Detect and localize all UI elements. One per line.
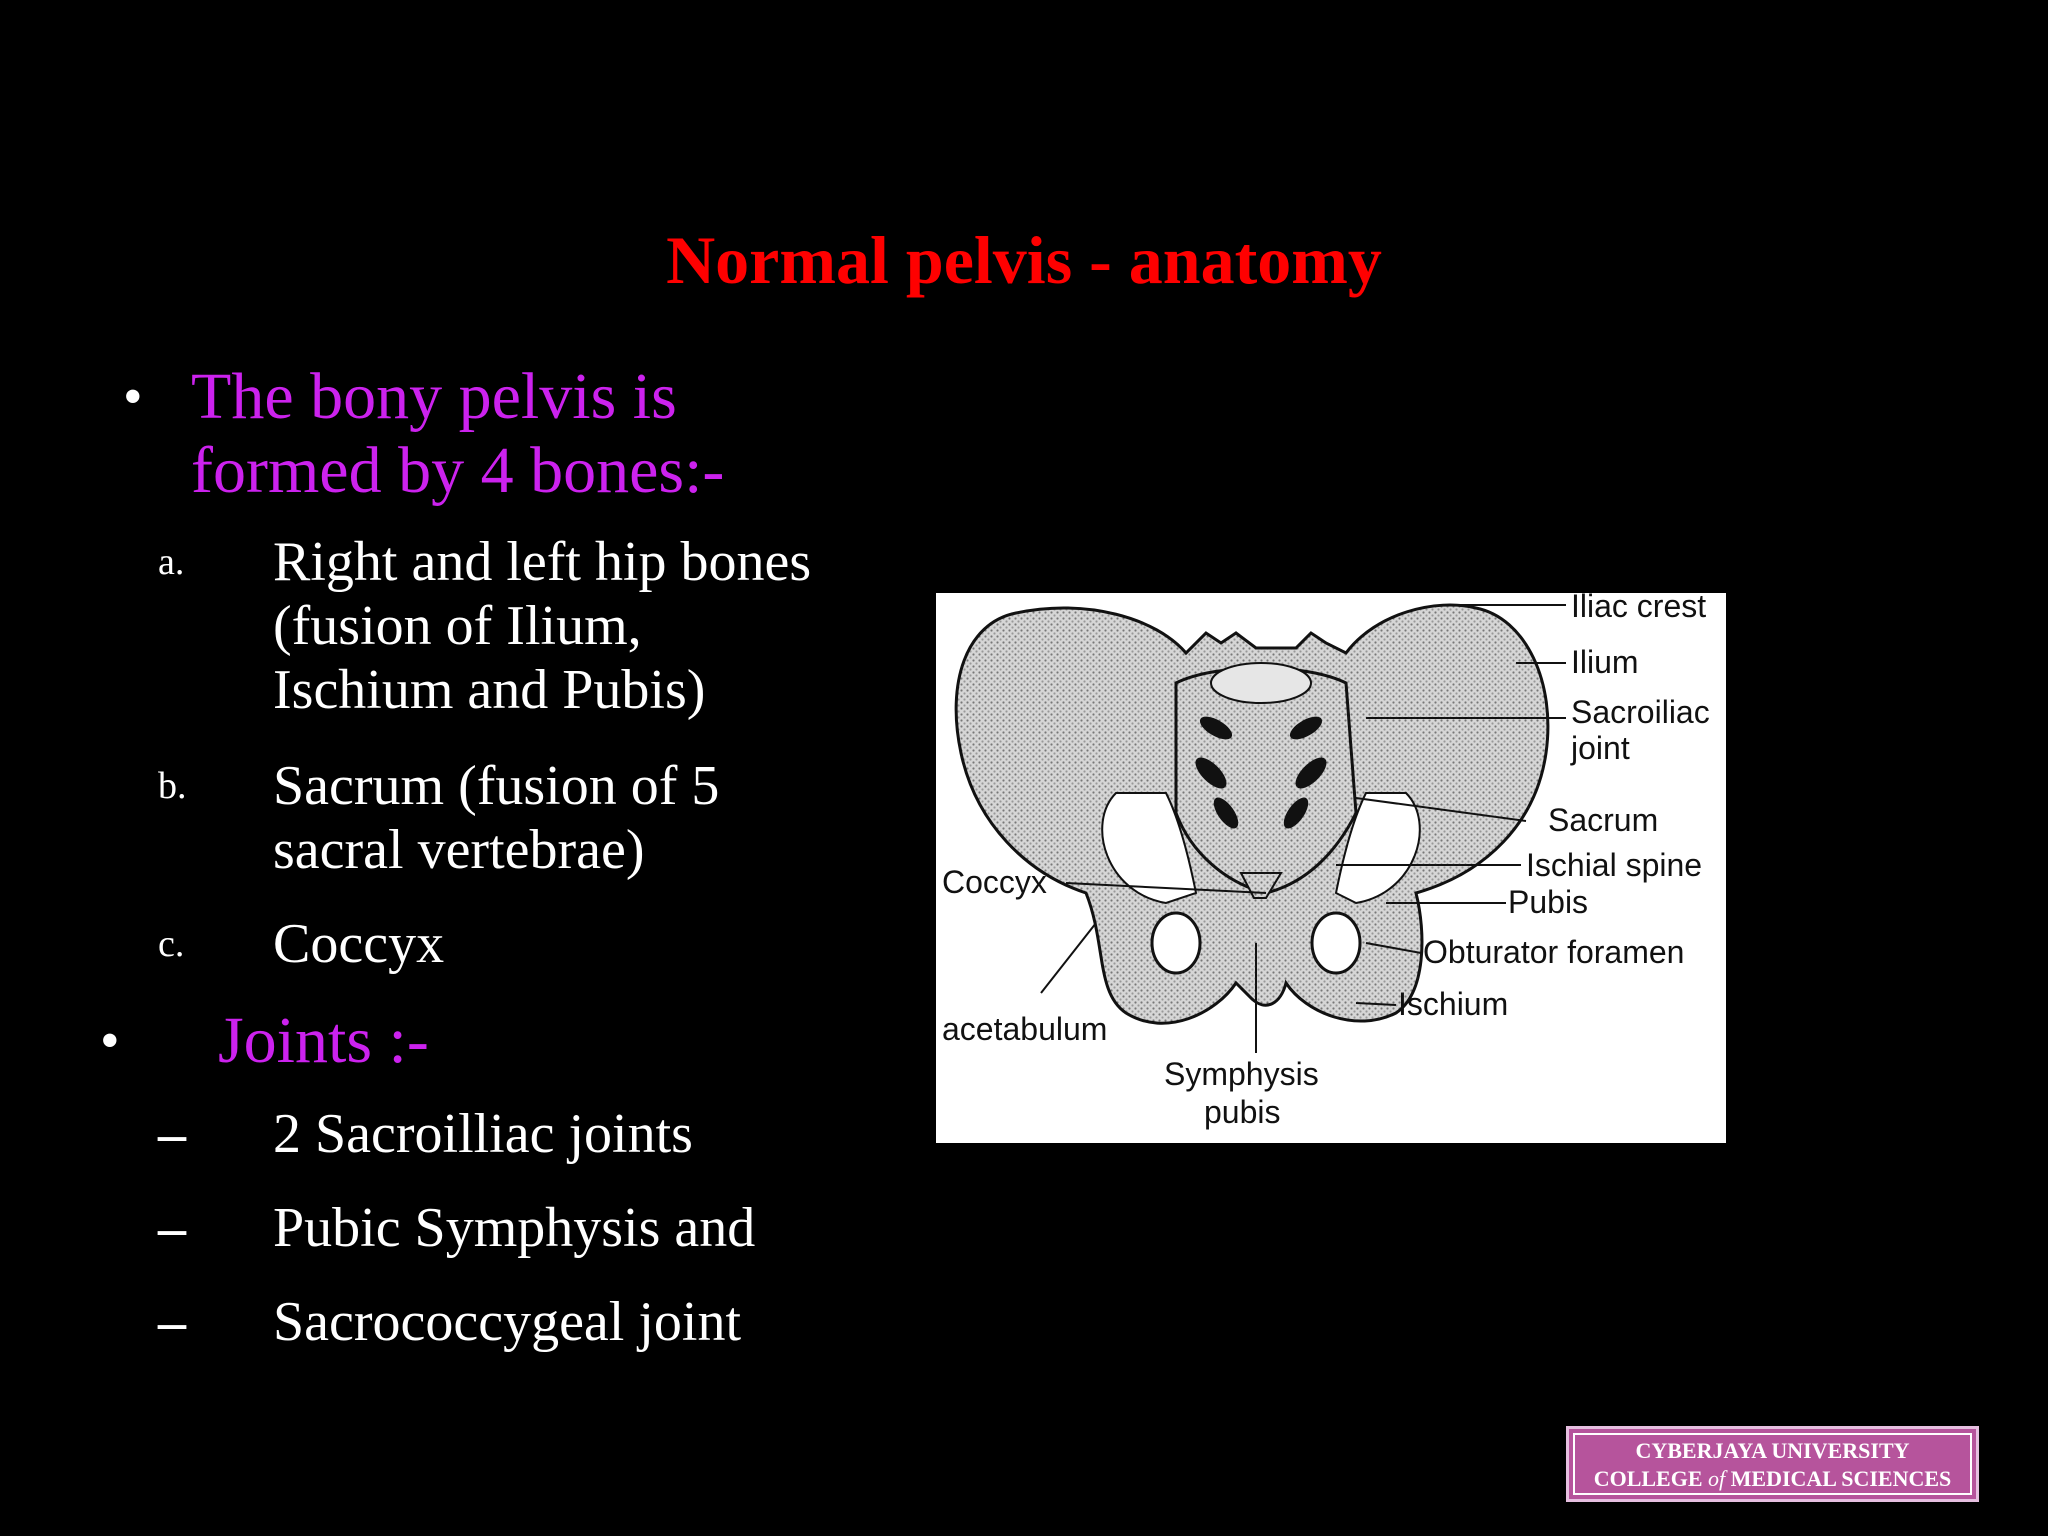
list-item-text <box>273 912 444 976</box>
list-item-text <box>273 754 719 882</box>
list-item-sacrum <box>158 754 719 882</box>
label-acetabulum: acetabulum <box>942 1011 1108 1047</box>
university-logo <box>1566 1426 1979 1502</box>
bullet-joints <box>100 1004 429 1078</box>
label-coccyx: Coccyx <box>942 864 1047 900</box>
list-item-text: Sacrococcygeal joint <box>273 1291 742 1353</box>
bullet-text-line: formed by 4 bones:- <box>191 434 725 507</box>
pelvis-diagram <box>936 593 1726 1143</box>
list-marker: – <box>158 1197 186 1259</box>
logo-text <box>1573 1433 1972 1495</box>
bullet-bony-pelvis-text <box>191 360 724 508</box>
label-sacrum: Sacrum <box>1548 802 1659 838</box>
label-ischial-spine: Ischial spine <box>1526 847 1703 883</box>
bullet-dot: • <box>100 1010 120 1072</box>
list-item-sacroiliac <box>158 1102 693 1166</box>
label-sacroiliac: Sacroiliac <box>1571 694 1710 730</box>
list-marker: a. <box>158 541 185 583</box>
list-marker: – <box>158 1291 186 1353</box>
bullet-bony-pelvis <box>123 360 724 508</box>
slide-title: Normal pelvis - anatomy <box>666 222 1382 298</box>
label-symphysis-pubis: pubis <box>1204 1094 1281 1130</box>
label-ischium: Ischium <box>1398 986 1509 1022</box>
list-item-text: Pubic Symphysis and <box>273 1197 756 1259</box>
list-item-pubic-symphysis <box>158 1196 755 1260</box>
bullet-joints-text: Joints :- <box>218 1004 429 1077</box>
list-item-line: (fusion of Ilium, <box>273 595 642 657</box>
list-item-line: Coccyx <box>273 913 445 975</box>
logo-college: COLLEGE <box>1593 1466 1703 1491</box>
logo-line-2 <box>1575 1465 1970 1493</box>
pelvis-illustration <box>936 593 1726 1143</box>
label-symphysis: Symphysis <box>1164 1056 1319 1092</box>
sacral-promontory <box>1211 663 1311 703</box>
label-iliac-crest: Iliac crest <box>1571 593 1707 624</box>
label-obturator-foramen: Obturator foramen <box>1423 934 1685 970</box>
obturator-foramen-left <box>1152 913 1200 973</box>
obturator-foramen-right <box>1312 913 1360 973</box>
label-pubis: Pubis <box>1508 884 1589 920</box>
list-item-sacrococcygeal <box>158 1290 741 1354</box>
list-item-text <box>273 530 811 722</box>
list-item-hip-bones <box>158 530 811 722</box>
list-item-line: sacral vertebrae) <box>273 819 645 881</box>
label-sacroiliac-joint: joint <box>1571 730 1630 766</box>
list-marker: b. <box>158 765 187 807</box>
label-ilium: Ilium <box>1571 644 1639 680</box>
bullet-dot: • <box>123 366 143 428</box>
list-marker: c. <box>158 923 185 965</box>
list-item-text: 2 Sacroilliac joints <box>273 1103 693 1165</box>
bullet-text-line: The bony pelvis is <box>191 360 677 433</box>
list-item-line: Ischium and Pubis) <box>273 659 706 721</box>
logo-of: of <box>1708 1466 1726 1491</box>
list-item-line: Right and left hip bones <box>273 531 812 593</box>
logo-line-1: CYBERJAYA UNIVERSITY <box>1635 1438 1910 1463</box>
list-item-coccyx <box>158 912 444 976</box>
logo-medical-sciences: MEDICAL SCIENCES <box>1730 1466 1952 1491</box>
list-item-line: Sacrum (fusion of 5 <box>273 755 720 817</box>
list-marker: – <box>158 1103 186 1165</box>
